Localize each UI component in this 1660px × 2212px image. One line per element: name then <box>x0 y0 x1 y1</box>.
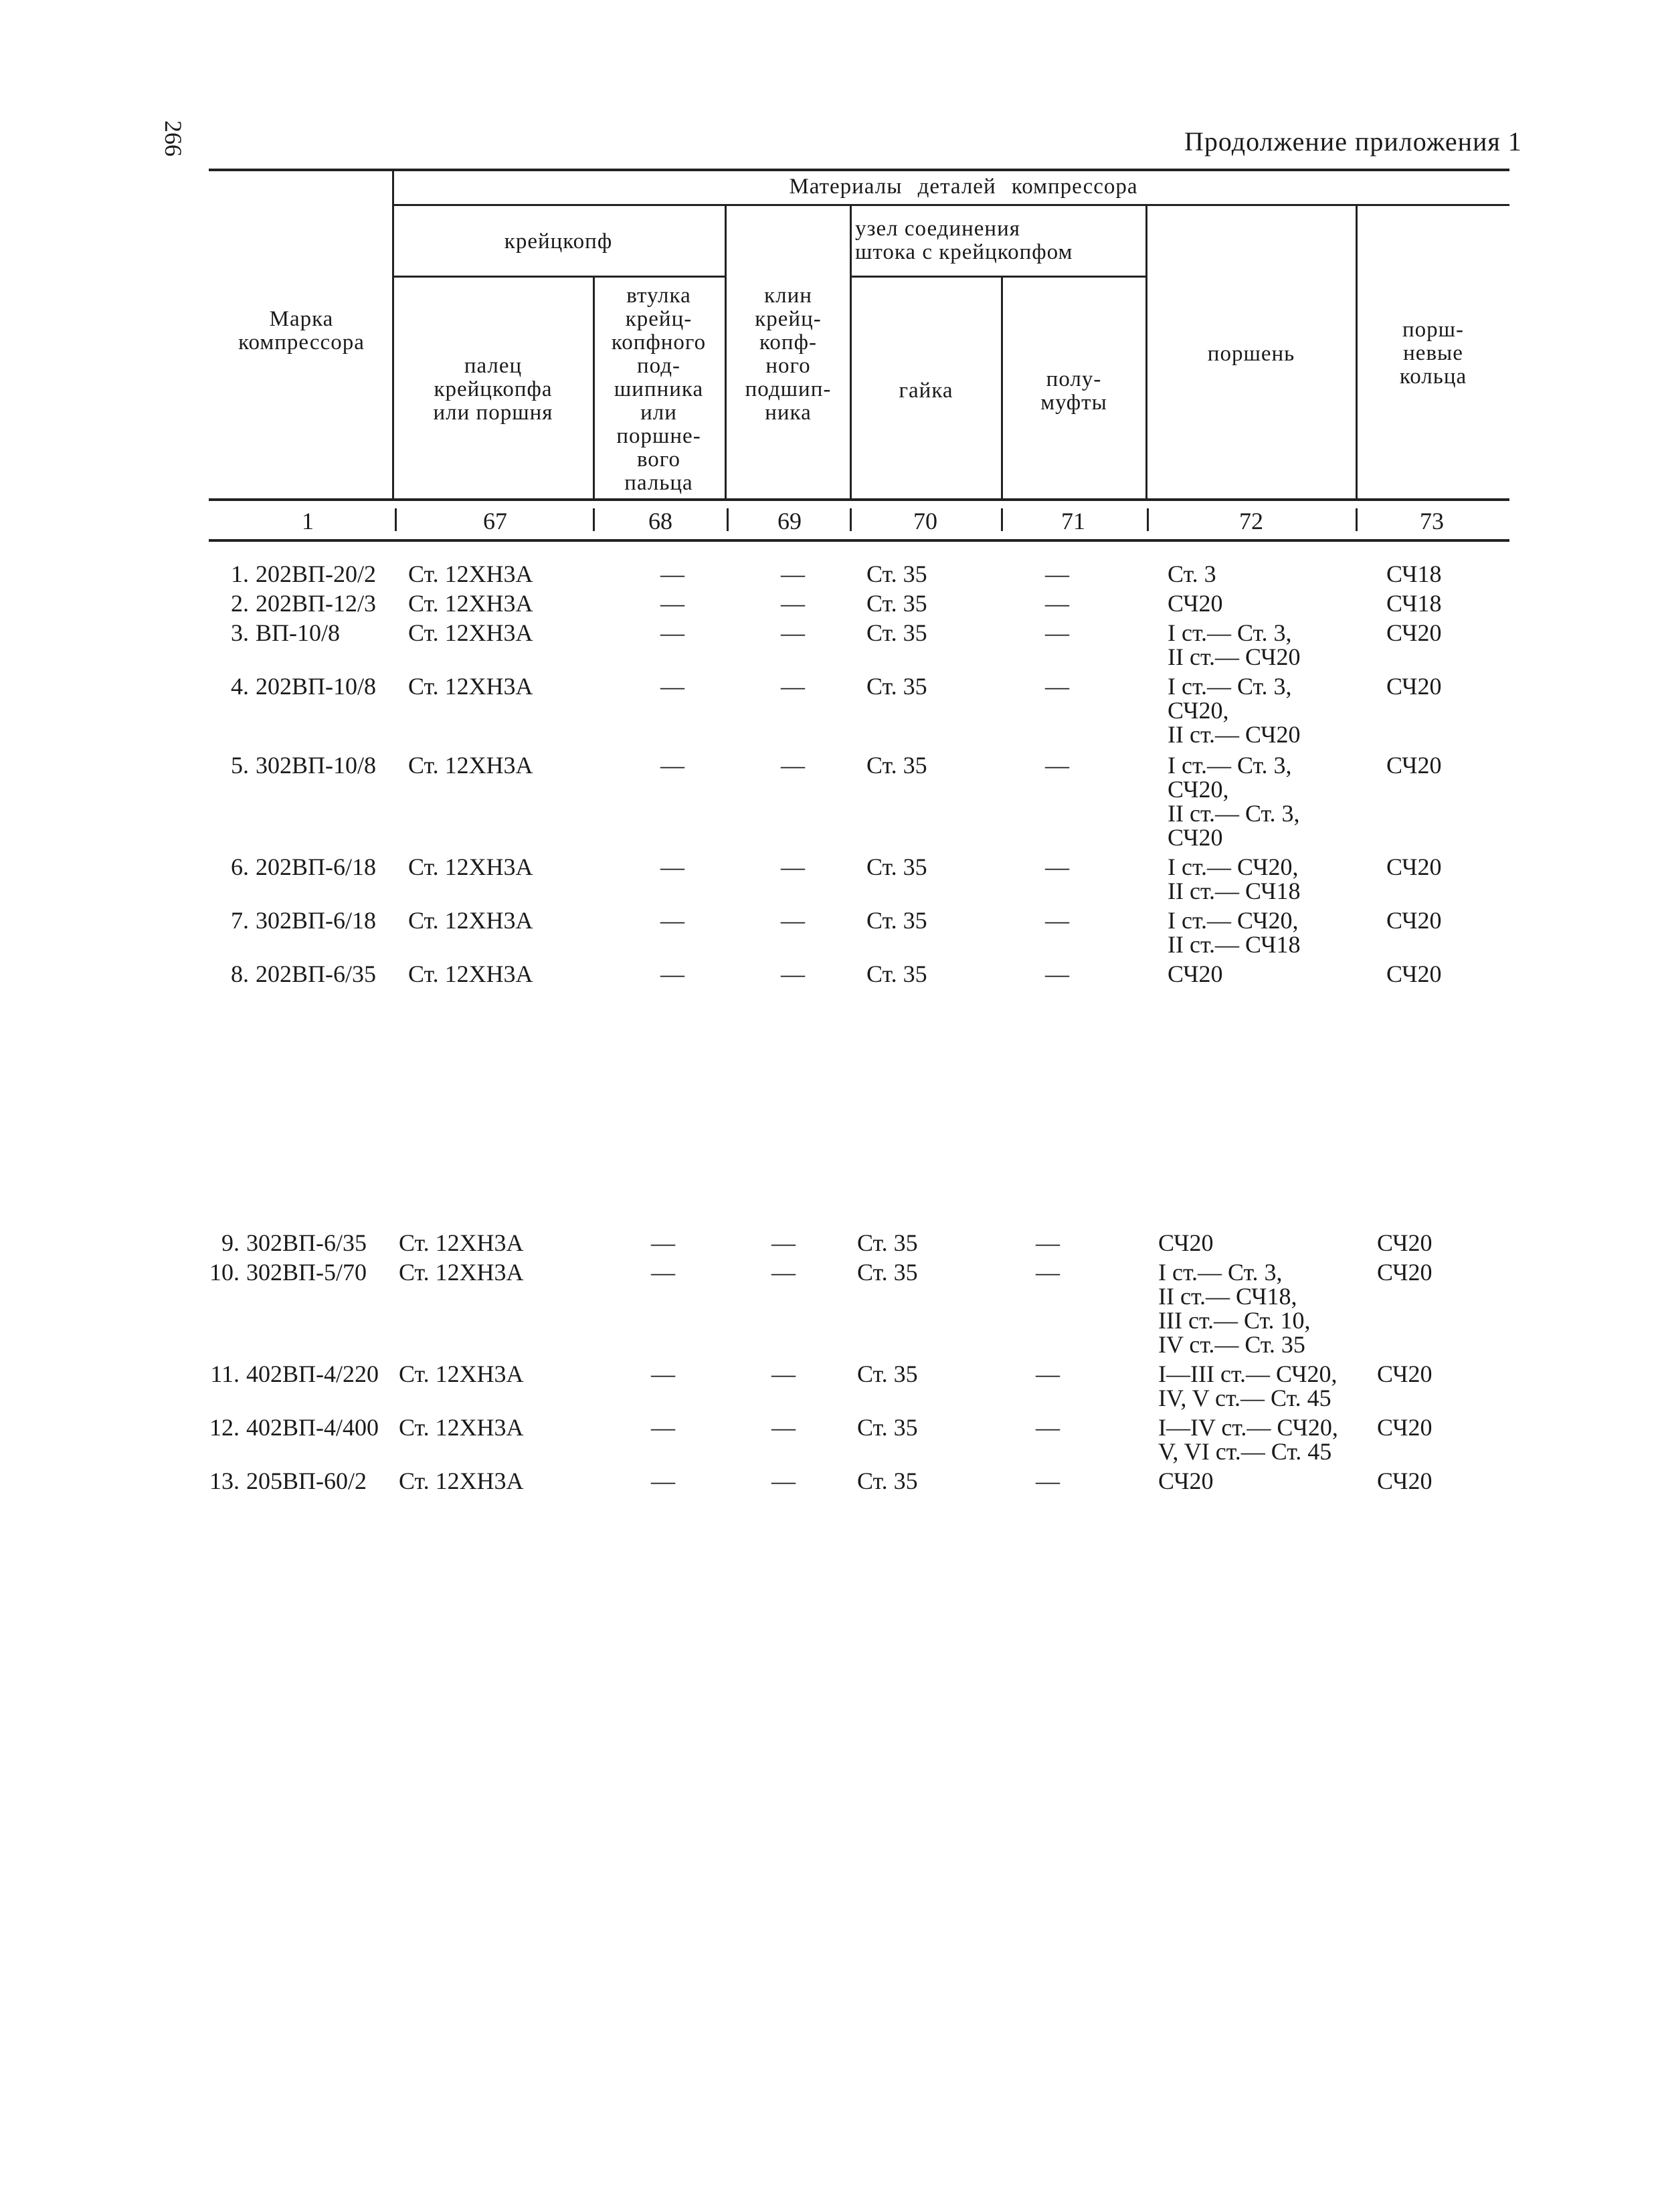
crosshead-pin-material: Ст. 12ХН3А <box>408 590 533 617</box>
crosshead-pin-material: Ст. 12ХН3А <box>408 752 533 779</box>
compressor-mark: 302ВП-10/8 <box>256 752 376 779</box>
piston-rings-material: СЧ20 <box>1386 673 1442 700</box>
compressor-mark: 402ВП-4/400 <box>246 1414 379 1441</box>
column-number: 67 <box>483 508 507 534</box>
half-coupling-material: — <box>1036 1361 1060 1387</box>
bushing-material: — <box>660 853 684 880</box>
nut-material: Ст. 35 <box>857 1468 918 1494</box>
bushing-material: — <box>651 1229 675 1256</box>
number-divider <box>395 508 397 531</box>
crosshead-pin-material: Ст. 12ХН3А <box>408 961 533 987</box>
piston-material: I—IV ст.— СЧ20, V, VI ст.— Ст. 45 <box>1158 1414 1338 1465</box>
piston-rings-material: СЧ20 <box>1377 1468 1433 1494</box>
row-number: 5. <box>231 752 249 779</box>
column-number: 70 <box>913 508 937 534</box>
wedge-material: — <box>781 907 805 934</box>
half-coupling-material: — <box>1045 752 1069 779</box>
crosshead-rule <box>392 276 725 278</box>
wedge-material: — <box>781 752 805 779</box>
row-number: 3. <box>231 619 249 646</box>
piston-material: СЧ20 <box>1158 1229 1214 1256</box>
col-69-header: клин крейц- копф- ного подшип- ника <box>745 284 832 425</box>
row-number: 1. <box>231 561 249 587</box>
piston-material: I ст.— Ст. 3, II ст.— СЧ18, III ст.— Ст. 10, IV ст.— Ст. 35 <box>1158 1259 1311 1358</box>
crosshead-pin-material: Ст. 12ХН3А <box>408 853 533 880</box>
wedge-material: — <box>781 619 805 646</box>
wedge-material: — <box>771 1361 796 1387</box>
wedge-material: — <box>771 1468 796 1494</box>
number-divider <box>727 508 729 531</box>
piston-material: I ст.— Ст. 3, II ст.— СЧ20 <box>1168 619 1301 670</box>
col-70-header: гайка <box>899 379 953 403</box>
piston-rings-material: СЧ20 <box>1377 1414 1433 1441</box>
bushing-material: — <box>651 1259 675 1286</box>
piston-material: Ст. 3 <box>1168 561 1216 587</box>
wedge-material: — <box>781 961 805 987</box>
half-coupling-material: — <box>1045 561 1069 587</box>
column-number: 1 <box>302 508 314 534</box>
nut-material: Ст. 35 <box>866 590 927 617</box>
row-number: 8. <box>231 961 249 987</box>
half-coupling-material: — <box>1036 1414 1060 1441</box>
compressor-mark: 302ВП-5/70 <box>246 1259 367 1286</box>
piston-material: I ст.— СЧ20, II ст.— СЧ18 <box>1168 853 1301 904</box>
nut-material: Ст. 35 <box>866 961 927 987</box>
nut-material: Ст. 35 <box>866 907 927 934</box>
piston-material: I ст.— Ст. 3, СЧ20, II ст.— Ст. 3, СЧ20 <box>1168 752 1300 851</box>
row-number: 6. <box>231 853 249 880</box>
header-divider <box>392 169 394 499</box>
half-coupling-material: — <box>1036 1229 1060 1256</box>
header-top-rule <box>209 169 1509 171</box>
row-number: 7. <box>231 907 249 934</box>
compressor-mark: 205ВП-60/2 <box>246 1468 367 1494</box>
crosshead-pin-material: Ст. 12ХН3А <box>399 1361 524 1387</box>
compressor-mark: 202ВП-6/18 <box>256 853 376 880</box>
mark-header: Марка компрессора <box>238 307 365 355</box>
number-divider <box>1147 508 1149 531</box>
compressor-mark: 302ВП-6/18 <box>256 907 376 934</box>
nut-material: Ст. 35 <box>866 619 927 646</box>
crosshead-pin-material: Ст. 12ХН3А <box>399 1414 524 1441</box>
nut-material: Ст. 35 <box>866 561 927 587</box>
half-coupling-material: — <box>1045 590 1069 617</box>
wedge-material: — <box>781 590 805 617</box>
page-number-top: 266 <box>160 120 187 157</box>
group-rule <box>392 204 1509 206</box>
piston-rings-material: СЧ20 <box>1377 1229 1433 1256</box>
row-number: 9. <box>221 1229 240 1256</box>
bushing-material: — <box>651 1468 675 1494</box>
col-72-header: поршень <box>1207 342 1295 366</box>
number-divider <box>850 508 852 531</box>
compressor-mark: 202ВП-12/3 <box>256 590 376 617</box>
column-number: 69 <box>777 508 802 534</box>
half-coupling-material: — <box>1045 673 1069 700</box>
half-coupling-material: — <box>1036 1259 1060 1286</box>
col-71-header: полу- муфты <box>1040 367 1107 415</box>
column-number: 68 <box>648 508 672 534</box>
piston-rings-material: СЧ20 <box>1377 1259 1433 1286</box>
bushing-material: — <box>660 907 684 934</box>
piston-rings-material: СЧ20 <box>1386 619 1442 646</box>
nut-material: Ст. 35 <box>857 1414 918 1441</box>
nut-material: Ст. 35 <box>866 752 927 779</box>
col-68-header: втулка крейц- копфного под- шипника или поршне- вого пальца <box>611 284 707 495</box>
crosshead-pin-material: Ст. 12ХН3А <box>408 561 533 587</box>
wedge-material: — <box>781 853 805 880</box>
piston-rings-material: СЧ20 <box>1386 907 1442 934</box>
row-number: 10. <box>209 1259 240 1286</box>
piston-rings-material: СЧ20 <box>1386 752 1442 779</box>
half-coupling-material: — <box>1045 853 1069 880</box>
compressor-mark: 202ВП-20/2 <box>256 561 376 587</box>
piston-material: СЧ20 <box>1168 961 1223 987</box>
number-divider <box>1356 508 1358 531</box>
row-number: 4. <box>231 673 249 700</box>
compressor-mark: 202ВП-10/8 <box>256 673 376 700</box>
number-divider <box>1001 508 1003 531</box>
crosshead-pin-material: Ст. 12ХН3А <box>408 907 533 934</box>
crosshead-pin-material: Ст. 12ХН3А <box>408 619 533 646</box>
half-coupling-material: — <box>1045 907 1069 934</box>
nut-material: Ст. 35 <box>857 1229 918 1256</box>
crosshead-pin-material: Ст. 12ХН3А <box>408 673 533 700</box>
wedge-material: — <box>781 561 805 587</box>
half-coupling-material: — <box>1045 961 1069 987</box>
caption: Продолжение приложения 1 <box>1184 126 1522 157</box>
crosshead-pin-material: Ст. 12ХН3А <box>399 1468 524 1494</box>
column-number: 72 <box>1239 508 1263 534</box>
numbers-rule <box>209 539 1509 542</box>
crosshead-pin-material: Ст. 12ХН3А <box>399 1259 524 1286</box>
header-bottom-rule <box>209 498 1509 501</box>
bushing-material: — <box>660 619 684 646</box>
compressor-mark: 202ВП-6/35 <box>256 961 376 987</box>
wedge-material: — <box>771 1259 796 1286</box>
bushing-material: — <box>660 561 684 587</box>
compressor-mark: 302ВП-6/35 <box>246 1229 367 1256</box>
row-number: 11. <box>210 1361 240 1387</box>
piston-material: СЧ20 <box>1168 590 1223 617</box>
crosshead-pin-material: Ст. 12ХН3А <box>399 1229 524 1256</box>
bushing-material: — <box>651 1414 675 1441</box>
wedge-material: — <box>771 1229 796 1256</box>
column-number: 71 <box>1061 508 1085 534</box>
piston-rings-material: СЧ20 <box>1386 961 1442 987</box>
wedge-material: — <box>771 1414 796 1441</box>
rodjoint-rule <box>850 276 1145 278</box>
crosshead-header: крейцкопф <box>504 229 613 254</box>
row-number: 13. <box>209 1468 240 1494</box>
compressor-mark: 402ВП-4/220 <box>246 1361 379 1387</box>
bushing-material: — <box>651 1361 675 1387</box>
half-coupling-material: — <box>1036 1468 1060 1494</box>
piston-rings-material: СЧ18 <box>1386 561 1442 587</box>
column-number: 73 <box>1420 508 1444 534</box>
piston-rings-material: СЧ20 <box>1377 1361 1433 1387</box>
row-number: 12. <box>209 1414 240 1441</box>
col-73-header: порш- невые кольца <box>1399 318 1467 389</box>
piston-material: I ст.— СЧ20, II ст.— СЧ18 <box>1168 907 1301 958</box>
group-title: Материалы деталей компрессора <box>789 175 1138 199</box>
piston-rings-material: СЧ20 <box>1386 853 1442 880</box>
nut-material: Ст. 35 <box>857 1361 918 1387</box>
bushing-material: — <box>660 673 684 700</box>
nut-material: Ст. 35 <box>857 1259 918 1286</box>
bushing-material: — <box>660 752 684 779</box>
row-number: 2. <box>231 590 249 617</box>
wedge-material: — <box>781 673 805 700</box>
number-divider <box>593 508 595 531</box>
nut-material: Ст. 35 <box>866 853 927 880</box>
compressor-mark: ВП-10/8 <box>256 619 340 646</box>
half-coupling-material: — <box>1045 619 1069 646</box>
rod-joint-header: узел соединения штока с крейцкопфом <box>855 217 1073 264</box>
bushing-material: — <box>660 961 684 987</box>
piston-rings-material: СЧ18 <box>1386 590 1442 617</box>
col-67-header: палец крейцкопфа или поршня <box>433 354 553 425</box>
bushing-material: — <box>660 590 684 617</box>
piston-material: СЧ20 <box>1158 1468 1214 1494</box>
piston-material: I ст.— Ст. 3, СЧ20, II ст.— СЧ20 <box>1168 673 1301 748</box>
nut-material: Ст. 35 <box>866 673 927 700</box>
piston-material: I—III ст.— СЧ20, IV, V ст.— Ст. 45 <box>1158 1361 1338 1411</box>
